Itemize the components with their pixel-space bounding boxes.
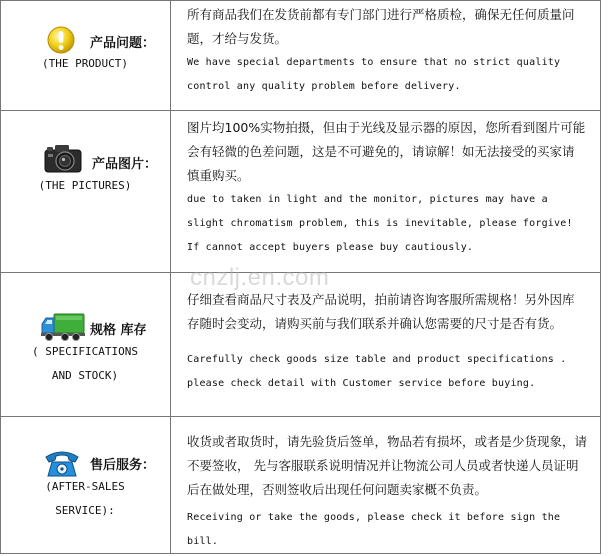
row-specifications-label [0,272,170,416]
content-zh-line: 题，才给与发货。 [187,31,288,46]
row-label-en: SERVICE): [55,504,115,517]
row-specifications-content [187,288,592,396]
row-label-en: AND STOCK) [51,369,119,382]
row-pictures-label [0,110,170,272]
content-en-line: If cannot accept buyers please buy cautiously. [187,242,474,253]
row-product-content [187,3,592,99]
delivery-truck-icon [40,312,86,346]
content-zh-line: 后在做处理，否则签收后出现任何问题卖家概不负责。 [187,482,488,497]
row-label-zh: 产品问题： [90,36,156,51]
content-en-line: Receiving or take the goods, please check it before sign the bill. [187,512,561,547]
row-label-en: (THE PRODUCT) [41,57,129,70]
content-zh-line: 慎重购买。 [187,168,250,183]
content-en-line: control any quality problem before delivery. [187,81,461,92]
row-pictures [0,110,600,272]
row-pictures-content [187,116,592,260]
watermark-text: cnzlj.en.com [190,264,330,291]
content-en-line: please check detail with Customer service before buying. [187,378,536,389]
telephone-icon [44,448,80,482]
row-product-label [0,0,170,110]
row-label-en: (AFTER-SALES [45,480,125,493]
content-zh-line: 会有轻微的色差问题，这是不可避免的，请谅解！如无法接受的买家请 [187,144,575,159]
content-zh-line: 所有商品我们在发货前都有专门部门进行严格质检，确保无任何质量问 [187,7,575,22]
exclamation-bulb-icon [46,25,76,59]
content-zh-line: 不要签收， 先与客服联系说明情况并让物流公司人员或者快递人员证明 [187,458,579,473]
content-zh-line: 图片均100%实物拍摄，但由于光线及显示器的原因，您所看到图片可能 [187,120,586,135]
row-after-sales-content [187,430,592,554]
row-label-zh: 产品图片： [92,157,158,172]
row-after-sales [0,416,600,553]
content-en-line: Carefully check goods size table and product specifications . [187,354,567,365]
content-zh-line: 存随时会变动，请购买前与我们联系并确认您需要的尺寸是否有货。 [187,316,563,331]
row-label-en: ( SPECIFICATIONS [32,345,138,358]
content-zh-line: 收货或者取货时，请先验货后签单，物品若有损坏，或者是少货现象，请 [187,434,588,449]
row-after-sales-label [0,416,170,553]
content-en-line: slight chromatism problem, this is inevitable, please forgive! [187,218,573,229]
table-right-border [600,0,601,554]
row-product [0,0,600,110]
row-label-zh: 规格 库存 [90,323,147,338]
content-en-line: due to taken in light and the monitor, pictures may have a [187,194,548,205]
row-label-zh: 售后服务： [90,458,156,473]
row-specifications [0,272,600,416]
content-zh-line: 仔细查看商品尺寸表及产品说明，拍前请咨询客服所需规格！另外因库 [187,292,575,307]
camera-icon [43,142,83,178]
content-en-line: We have special departments to ensure that no strict quality [187,57,561,68]
row-label-en: (THE PICTURES) [38,179,132,192]
